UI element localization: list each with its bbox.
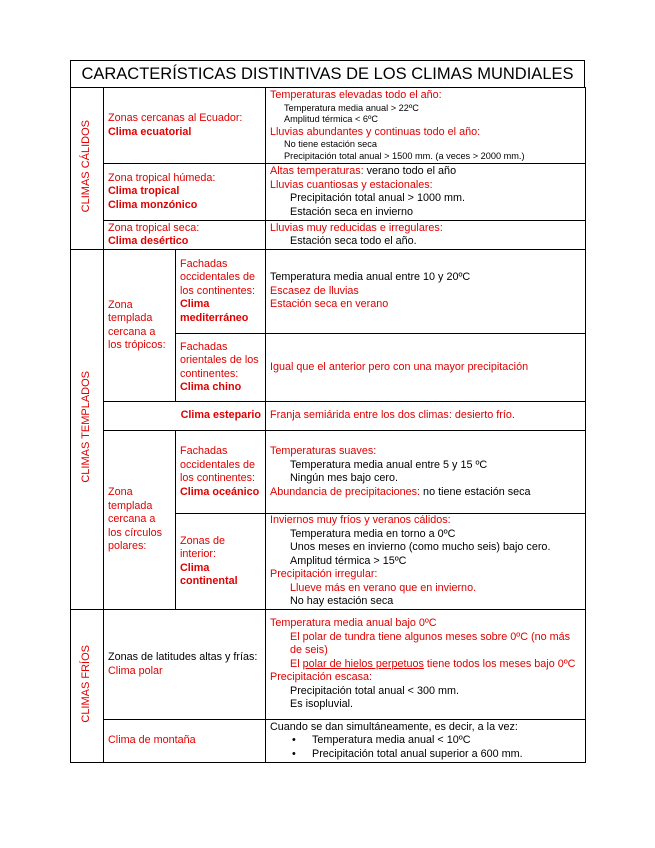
subzone-label: Zonas de interior:: [180, 534, 226, 560]
description-heading: Abundancia de precipitaciones:: [270, 485, 421, 498]
description-text: no tiene estación seca: [420, 485, 531, 498]
bullet-item: • Temperatura media anual < 10ºC: [270, 734, 581, 748]
subzone-label: Fachadas occidentales de los continentes:: [180, 445, 256, 484]
subzone-label: Fachadas occidentales de los continentes:: [180, 257, 256, 297]
vertical-label: CLIMAS CÁLIDOS: [80, 120, 93, 213]
description-detail: Amplitud térmica > 15ºC: [290, 554, 407, 567]
description-heading: Lluvias cuantiosas y estacionales:: [270, 178, 433, 191]
description-detail: Estación seca en invierno: [290, 205, 414, 218]
zone-label: Zona tropical húmeda:: [108, 171, 216, 184]
description-text: Estación seca en verano: [270, 298, 389, 311]
description-text: tiene todos los meses bajo 0ºC: [423, 657, 576, 670]
subzone-cell: [176, 431, 266, 514]
description-detail: Ningún mes bajo cero.: [290, 472, 399, 484]
description-heading: Lluvias muy reducidas e irregulares:: [270, 221, 443, 234]
climate-name: Clima desértico: [108, 235, 189, 247]
climate-name: Clima de montaña: [104, 720, 266, 763]
climate-name: Clima tropical: [108, 185, 180, 198]
description-detail: Amplitud térmica < 6ºC: [284, 114, 378, 124]
bullet-item: • Precipitación total anual superior a 600 mm.: [270, 748, 581, 762]
description-detail: Temperatura media en torno a 0ºC: [290, 527, 456, 540]
climate-name: Clima mediterráneo: [180, 298, 249, 324]
description-cell: [266, 221, 586, 250]
climate-name: Clima ecuatorial: [108, 125, 192, 138]
description-cell: [266, 164, 586, 221]
group-label-calidos: [71, 88, 104, 250]
description-text: polar de hielos perpetuos: [302, 657, 424, 670]
description-cell: [266, 250, 586, 334]
zone-label: Zonas cercanas al Ecuador:: [108, 112, 243, 124]
table-row: [71, 402, 586, 431]
climate-name: Clima continental: [180, 561, 238, 587]
description-detail: Es isopluvial.: [290, 698, 354, 711]
description-heading: Temperatura media anual bajo 0ºC: [270, 617, 437, 630]
table-row: [71, 250, 586, 334]
description-heading: Temperaturas elevadas todo el año:: [270, 89, 442, 101]
zone-cell: [104, 610, 266, 720]
description-heading: Cuando se dan simultáneamente, es decir, a la vez:: [270, 720, 518, 733]
table-row: [71, 610, 586, 720]
description-cell: Franja semiárida entre los dos climas: desierto frío.: [266, 402, 586, 431]
description-detail: Temperatura media anual entre 5 y 15 ºC: [290, 458, 488, 471]
zone-label: Zona tropical seca:: [108, 221, 200, 234]
description-text: Escasez de lluvias: [270, 284, 359, 297]
zone-cell: Zona templada cercana a los trópicos:: [104, 250, 176, 402]
group-label-frios: [71, 610, 104, 763]
description-text: Temperatura media anual entre 10 y 20ºC: [270, 271, 471, 284]
description-heading: Lluvias abundantes y continuas todo el año:: [270, 125, 481, 138]
vertical-label: CLIMAS TEMPLADOS: [80, 371, 93, 484]
zone-cell: [104, 164, 266, 221]
climate-name: Clima oceánico: [180, 485, 260, 498]
description-cell: [266, 514, 586, 610]
page-title: CARACTERÍSTICAS DISTINTIVAS DE LOS CLIMAS MUNDIALES: [70, 60, 585, 88]
description-heading: Altas temperaturas:: [270, 165, 364, 177]
description-detail: Unos meses en invierno (como mucho seis) bajo cero.: [290, 541, 551, 554]
subzone-cell: [176, 514, 266, 610]
description-detail: [270, 658, 581, 672]
description-cell: [266, 88, 586, 164]
description-cell: Igual que el anterior pero con una mayor precipitación: [266, 334, 586, 402]
description-cell: [266, 720, 586, 763]
zone-cell: [104, 221, 266, 250]
climate-name: Clima polar: [108, 664, 163, 677]
table-row: [71, 431, 586, 514]
zone-cell: Zona templada cercana a los círculos polares:: [104, 431, 176, 610]
table-row: [71, 221, 586, 250]
subzone-cell: [176, 334, 266, 402]
description-heading: Precipitación irregular:: [270, 568, 378, 581]
climate-name: Clima monzónico: [108, 198, 198, 211]
description-heading: Temperaturas suaves:: [270, 445, 377, 457]
description-detail: Estación seca todo el año.: [290, 235, 417, 247]
description-cell: [266, 610, 586, 720]
description-detail: Precipitación total anual < 300 mm.: [290, 684, 459, 697]
zone-cell: [104, 88, 266, 164]
description-text: El: [290, 657, 303, 670]
description-heading: Inviernos muy fríos y veranos cálidos:: [270, 514, 451, 527]
description-cell: [266, 431, 586, 514]
table-row: [71, 164, 586, 221]
table-row: [71, 88, 586, 164]
climate-name: Clima estepario: [104, 402, 266, 431]
vertical-label: CLIMAS FRÍOS: [80, 644, 93, 723]
climate-table: [70, 87, 586, 763]
table-row: [71, 720, 586, 763]
description-detail: El polar de tundra tiene algunos meses sobre 0ºC (no más de seis): [290, 630, 571, 657]
subzone-label: Fachadas orientales de los continentes:: [180, 340, 259, 380]
subzone-cell: [176, 250, 266, 334]
description-detail: Precipitación total anual > 1500 mm. (a veces > 2000 mm.): [284, 150, 525, 161]
description-text: verano todo el año: [363, 165, 457, 177]
group-label-templados: [71, 250, 104, 610]
description-detail: Temperatura media anual > 22ºC: [284, 102, 419, 113]
description-detail: Precipitación total anual > 1000 mm.: [290, 192, 465, 204]
zone-label: Zonas de latitudes altas y frías:: [108, 651, 258, 663]
description-detail: No tiene estación seca: [284, 139, 377, 149]
description-heading: Precipitación escasa:: [270, 671, 373, 684]
climate-name: Clima chino: [180, 381, 242, 393]
description-detail: No hay estación seca: [290, 595, 394, 608]
description-detail: Llueve más en verano que en invierno.: [290, 581, 477, 594]
